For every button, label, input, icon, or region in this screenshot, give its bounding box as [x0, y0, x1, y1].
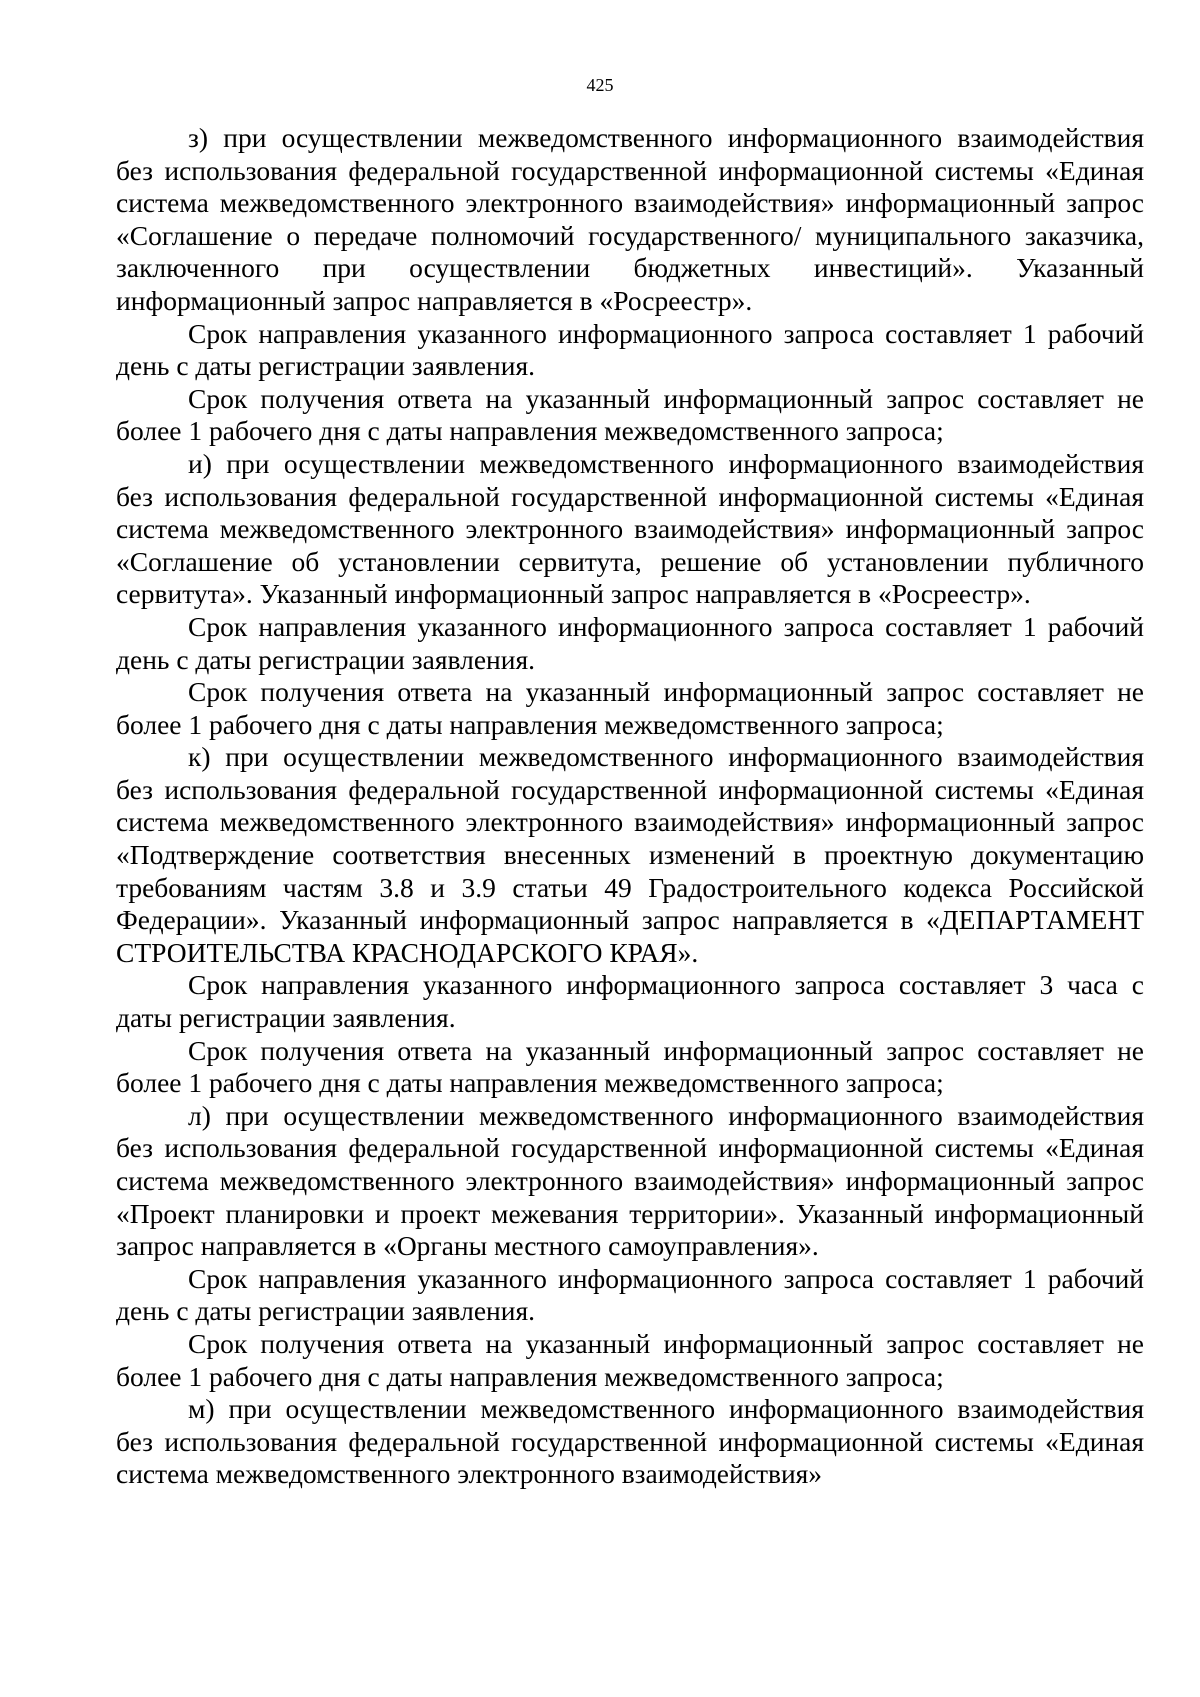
paragraph-k-request: к) при осуществлении межведомственного информационного взаимодействия без использования федеральной государственной информационной системы «Единая система межведомственного электронного взаимодействия» информационный запрос «Подтверждение соответствия внесенных изменений в проектную документацию требованиям частям 3.8 и 3.9 статьи 49 Градостроительного кодекса Российской Федерации». Указанный информационный запрос направляется в «ДЕПАРТАМЕНТ СТРОИТЕЛЬСТВА КРАСНОДАРСКОГО КРАЯ».	[116, 741, 1144, 968]
paragraph-send-deadline: Срок направления указанного информационного запроса составляет 1 рабочий день с даты регистрации заявления.	[116, 317, 1144, 382]
paragraph-i-request: и) при осуществлении межведомственного информационного взаимодействия без использования федеральной государственной информационной системы «Единая система межведомственного электронного взаимодействия» информационный запрос «Соглашение об установлении сервитута, решение об установлении публичного сервитута». Указанный информационный запрос направляется в «Росреестр».	[116, 447, 1144, 610]
paragraph-response-deadline: Срок получения ответа на указанный информационный запрос составляет не более 1 рабочего дня с даты направления межведомственного запроса;	[116, 382, 1144, 447]
paragraph-response-deadline: Срок получения ответа на указанный информационный запрос составляет не более 1 рабочего дня с даты направления межведомственного запроса;	[116, 1327, 1144, 1392]
paragraph-response-deadline: Срок получения ответа на указанный информационный запрос составляет не более 1 рабочего дня с даты направления межведомственного запроса;	[116, 676, 1144, 740]
paragraph-m-request: м) при осуществлении межведомственного информационного взаимодействия без использования федеральной государственной информационной системы «Единая система межведомственного электронного взаимодействия»	[116, 1393, 1144, 1490]
paragraph-send-deadline: Срок направления указанного информационного запроса составляет 3 часа с даты регистрации заявления.	[116, 969, 1144, 1034]
paragraph-send-deadline: Срок направления указанного информационного запроса составляет 1 рабочий день с даты регистрации заявления.	[116, 1262, 1144, 1327]
paragraph-response-deadline: Срок получения ответа на указанный информационный запрос составляет не более 1 рабочего дня с даты направления межведомственного запроса;	[116, 1034, 1144, 1099]
page-number: 425	[586, 75, 614, 95]
paragraph-z-request: з) при осуществлении межведомственного информационного взаимодействия без использования федеральной государственной информационной системы «Единая система межведомственного электронного взаимодействия» информационный запрос «Соглашение о передаче полномочий государственного/ муниципального заказчика, заключенного при осуществлении бюджетных инвестиций». Указанный информационный запрос направляется в «Росреестр».	[116, 122, 1144, 316]
paragraph-send-deadline: Срок направления указанного информационного запроса составляет 1 рабочий день с даты регистрации заявления.	[116, 610, 1144, 675]
paragraph-l-request: л) при осуществлении межведомственного информационного взаимодействия без использования федеральной государственной информационной системы «Единая система межведомственного электронного взаимодействия» информационный запрос «Проект планировки и проект межевания территории». Указанный информационный запрос направляется в «Органы местного самоуправления».	[116, 1099, 1144, 1262]
document-body	[116, 122, 1144, 1491]
